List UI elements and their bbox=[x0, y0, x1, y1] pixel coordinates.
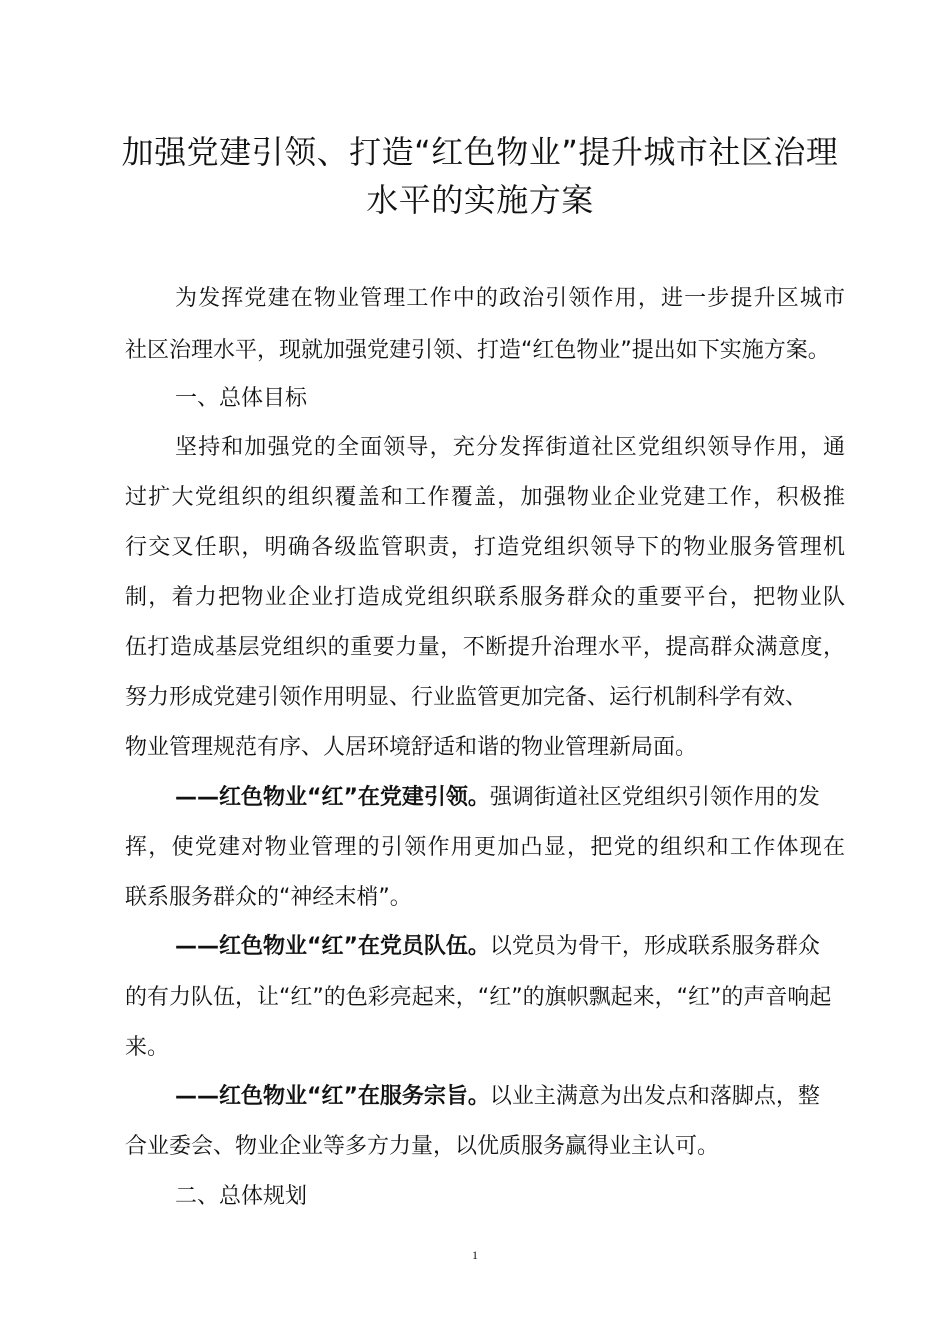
goals-line-1: 坚持和加强党的全面领导，充分发挥街道社区党组织领导作用，通 bbox=[175, 435, 845, 460]
intro-line-2: 社区治理水平，现就加强党建引领、打造“红色物业”提出如下实施方案。 bbox=[125, 338, 830, 363]
intro-line-1: 为发挥党建在物业管理工作中的政治引领作用，进一步提升区城市 bbox=[175, 286, 845, 311]
title-line-1: 加强党建引领、打造“红色物业”提升城市社区治理 bbox=[121, 133, 839, 171]
section-heading-goals: 一、总体目标 bbox=[175, 386, 308, 411]
point-1-line-2: 挥，使党建对物业管理的引领作用更加凸显，把党的组织和工作体现在 bbox=[125, 835, 845, 860]
page-number: 1 bbox=[472, 1248, 478, 1262]
point-2-text: 以党员为骨干，形成联系服务群众 bbox=[489, 934, 820, 959]
point-2-line-3: 来。 bbox=[125, 1035, 170, 1060]
point-2-line-2: 的有力队伍，让“红”的色彩亮起来，“红”的旗帜飘起来，“红”的声音响起 bbox=[125, 985, 832, 1010]
point-1-text: 强调街道社区党组织引领作用的发 bbox=[489, 785, 820, 810]
point-2-line-1 bbox=[175, 932, 845, 962]
point-1-heading: ——红色物业“红”在党建引领。 bbox=[175, 785, 490, 810]
point-1-line-1 bbox=[175, 783, 845, 813]
goals-line-3: 行交叉任职，明确各级监管职责，打造党组织领导下的物业服务管理机 bbox=[125, 535, 845, 560]
goals-line-6: 努力形成党建引领作用明显、行业监管更加完备、运行机制科学有效、 bbox=[125, 685, 808, 710]
point-3-line-2: 合业委会、物业企业等多方力量，以优质服务赢得业主认可。 bbox=[125, 1134, 720, 1159]
section-heading-planning: 二、总体规划 bbox=[175, 1184, 308, 1209]
point-3-text: 以业主满意为出发点和落脚点，整 bbox=[489, 1084, 820, 1109]
point-1-line-3: 联系服务群众的“神经末梢”。 bbox=[125, 885, 412, 910]
goals-line-7: 物业管理规范有序、人居环境舒适和谐的物业管理新局面。 bbox=[125, 735, 698, 760]
goals-line-4: 制，着力把物业企业打造成党组织联系服务群众的重要平台，把物业队 bbox=[125, 585, 845, 610]
goals-line-2: 过扩大党组织的组织覆盖和工作覆盖，加强物业企业党建工作，积极推 bbox=[125, 485, 845, 510]
point-2-heading: ——红色物业“红”在党员队伍。 bbox=[175, 934, 490, 959]
document-title bbox=[100, 128, 860, 224]
title-line-2: 水平的实施方案 bbox=[366, 181, 594, 219]
goals-line-5: 伍打造成基层党组织的重要力量，不断提升治理水平，提高群众满意度， bbox=[125, 635, 845, 660]
point-3-heading: ——红色物业“红”在服务宗旨。 bbox=[175, 1084, 490, 1109]
point-3-line-1 bbox=[175, 1082, 845, 1112]
